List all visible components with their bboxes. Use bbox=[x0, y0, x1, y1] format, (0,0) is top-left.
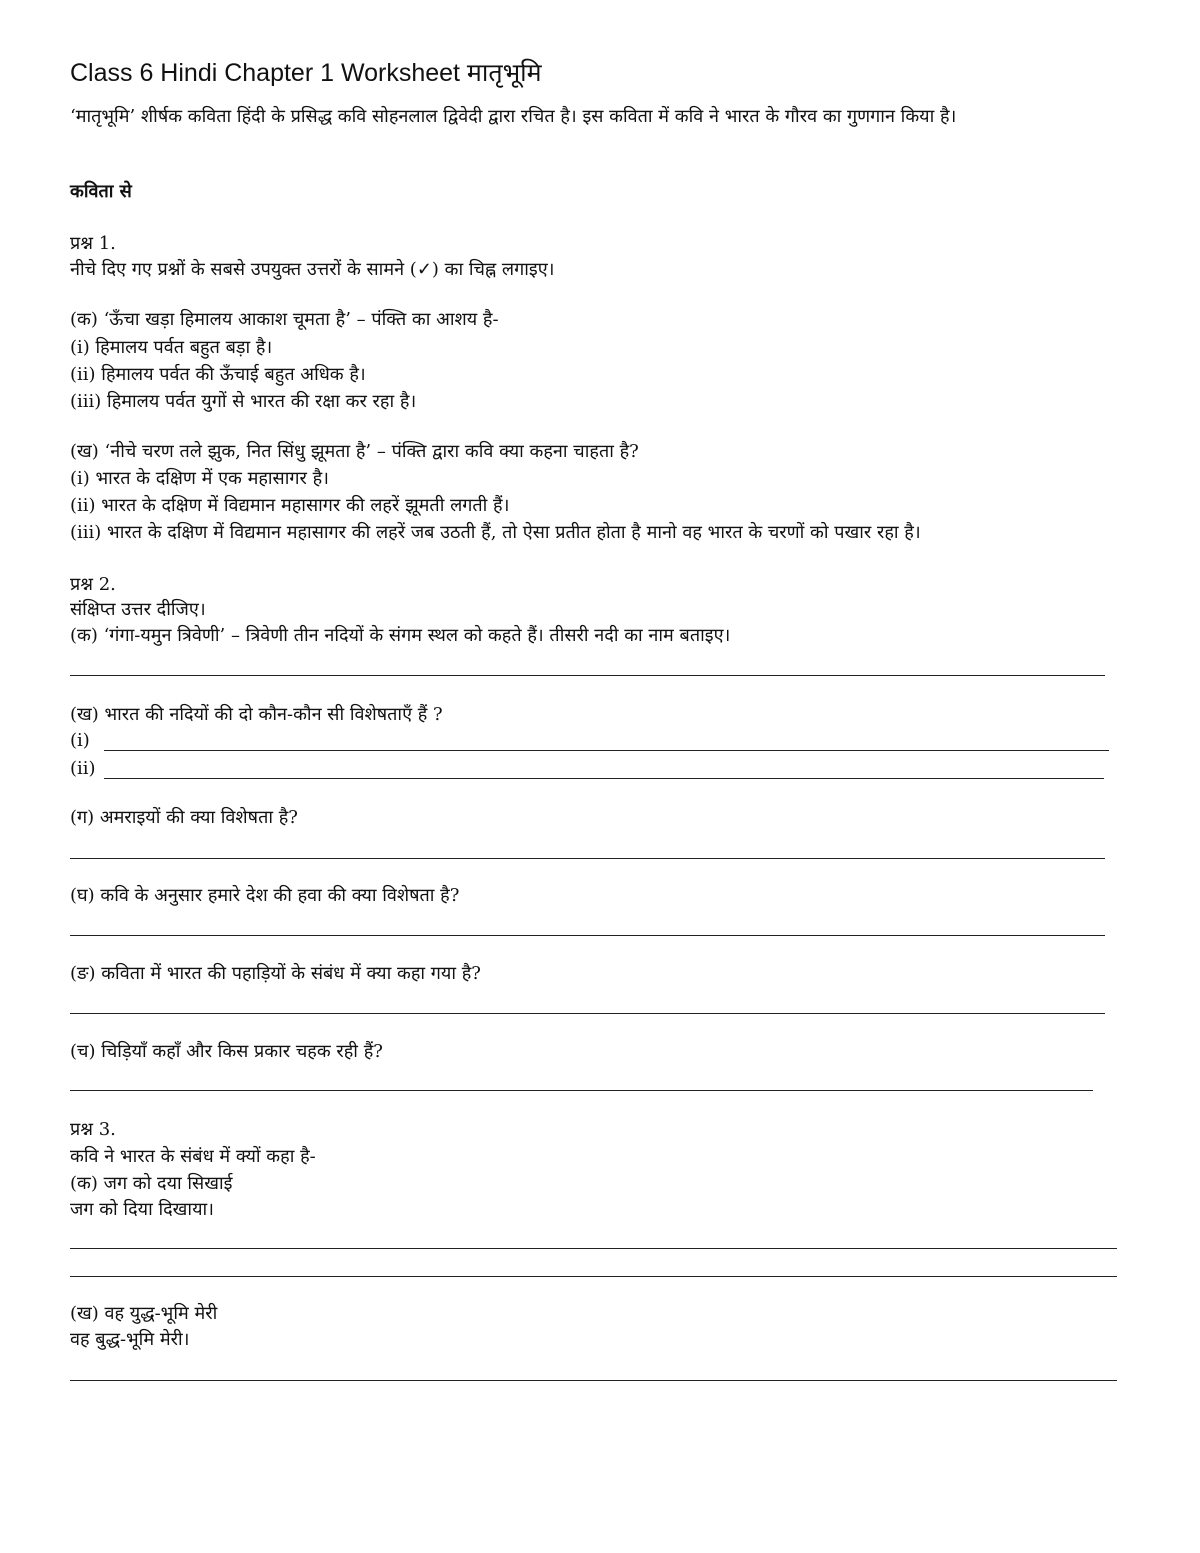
q2-gha-question: (घ) कवि के अनुसार हमारे देश की हवा की क्या विशेषता है? bbox=[70, 885, 460, 906]
intro-paragraph: ‘मातृभूमि’ शीर्षक कविता हिंदी के प्रसिद्ध कवि सोहनलाल द्विवेदी द्वारा रचित है। इस कविता में कवि ने भारत के गौरव का गुणगान किया है। bbox=[70, 106, 957, 127]
answer-label-ii: (ii) bbox=[70, 758, 96, 779]
worksheet-title: Class 6 Hindi Chapter 1 Worksheet मातृभूमि bbox=[70, 59, 542, 87]
answer-line[interactable] bbox=[70, 1380, 1117, 1381]
q3-kha-line-1: (ख) वह युद्ध-भूमि मेरी bbox=[70, 1303, 218, 1324]
q1-kha-option-3: (iii) भारत के दक्षिण में विद्यमान महासागर की लहरें जब उठती हैं, तो ऐसा प्रतीत होता है मानो वह भारत के चरणों को पखार रहा है। bbox=[70, 522, 921, 543]
q2-ka-question: (क) ‘गंगा-यमुन त्रिवेणी’ – त्रिवेणी तीन नदियों के संगम स्थल को कहते हैं। तीसरी नदी का नाम बताइए। bbox=[70, 625, 731, 646]
answer-line[interactable] bbox=[104, 750, 1109, 751]
q1-ka-option-1: (i) हिमालय पर्वत बहुत बड़ा है। bbox=[70, 337, 273, 358]
question-1-instruction: नीचे दिए गए प्रश्नों के सबसे उपयुक्त उत्तरों के सामने (✓) का चिह्न लगाइए। bbox=[70, 259, 555, 280]
answer-line[interactable] bbox=[70, 858, 1105, 859]
question-2-instruction: संक्षिप्त उत्तर दीजिए। bbox=[70, 599, 206, 620]
q1-kha-option-2: (ii) भारत के दक्षिण में विद्यमान महासागर की लहरें झूमती लगती हैं। bbox=[70, 495, 510, 516]
answer-line[interactable] bbox=[70, 1013, 1105, 1014]
q1-ka-question: (क) ‘ऊँचा खड़ा हिमालय आकाश चूमता है’ – पंक्ति का आशय है- bbox=[70, 309, 499, 330]
question-3-instruction: कवि ने भारत के संबंध में क्यों कहा है- bbox=[70, 1146, 316, 1167]
answer-line[interactable] bbox=[70, 1090, 1093, 1091]
q3-ka-line-1: (क) जग को दया सिखाई bbox=[70, 1173, 233, 1194]
q1-ka-option-2: (ii) हिमालय पर्वत की ऊँचाई बहुत अधिक है। bbox=[70, 364, 366, 385]
answer-label-i: (i) bbox=[70, 730, 90, 751]
question-1-label: प्रश्न 1. bbox=[70, 233, 116, 254]
q2-nga-question: (ङ) कविता में भारत की पहाड़ियों के संबंध में क्या कहा गया है? bbox=[70, 963, 481, 984]
question-3-label: प्रश्न 3. bbox=[70, 1119, 116, 1140]
answer-line[interactable] bbox=[70, 1248, 1117, 1249]
answer-line[interactable] bbox=[70, 935, 1105, 936]
q3-ka-line-2: जग को दिया दिखाया। bbox=[70, 1199, 214, 1220]
answer-line[interactable] bbox=[70, 675, 1105, 676]
answer-line[interactable] bbox=[70, 1276, 1117, 1277]
answer-line[interactable] bbox=[104, 778, 1104, 779]
section-heading: कविता से bbox=[70, 181, 132, 202]
q2-ga-question: (ग) अमराइयों की क्या विशेषता है? bbox=[70, 807, 298, 828]
q3-kha-line-2: वह बुद्ध-भूमि मेरी। bbox=[70, 1329, 190, 1350]
question-2-label: प्रश्न 2. bbox=[70, 574, 116, 595]
q2-kha-question: (ख) भारत की नदियों की दो कौन-कौन सी विशेषताएँ हैं ? bbox=[70, 704, 443, 725]
q1-ka-option-3: (iii) हिमालय पर्वत युगों से भारत की रक्षा कर रहा है। bbox=[70, 391, 417, 412]
q2-cha-question: (च) चिड़ियाँ कहाँ और किस प्रकार चहक रही हैं? bbox=[70, 1041, 383, 1062]
q1-kha-option-1: (i) भारत के दक्षिण में एक महासागर है। bbox=[70, 468, 329, 489]
q1-kha-question: (ख) ‘नीचे चरण तले झुक, नित सिंधु झूमता है’ – पंक्ति द्वारा कवि क्या कहना चाहता है? bbox=[70, 441, 639, 462]
